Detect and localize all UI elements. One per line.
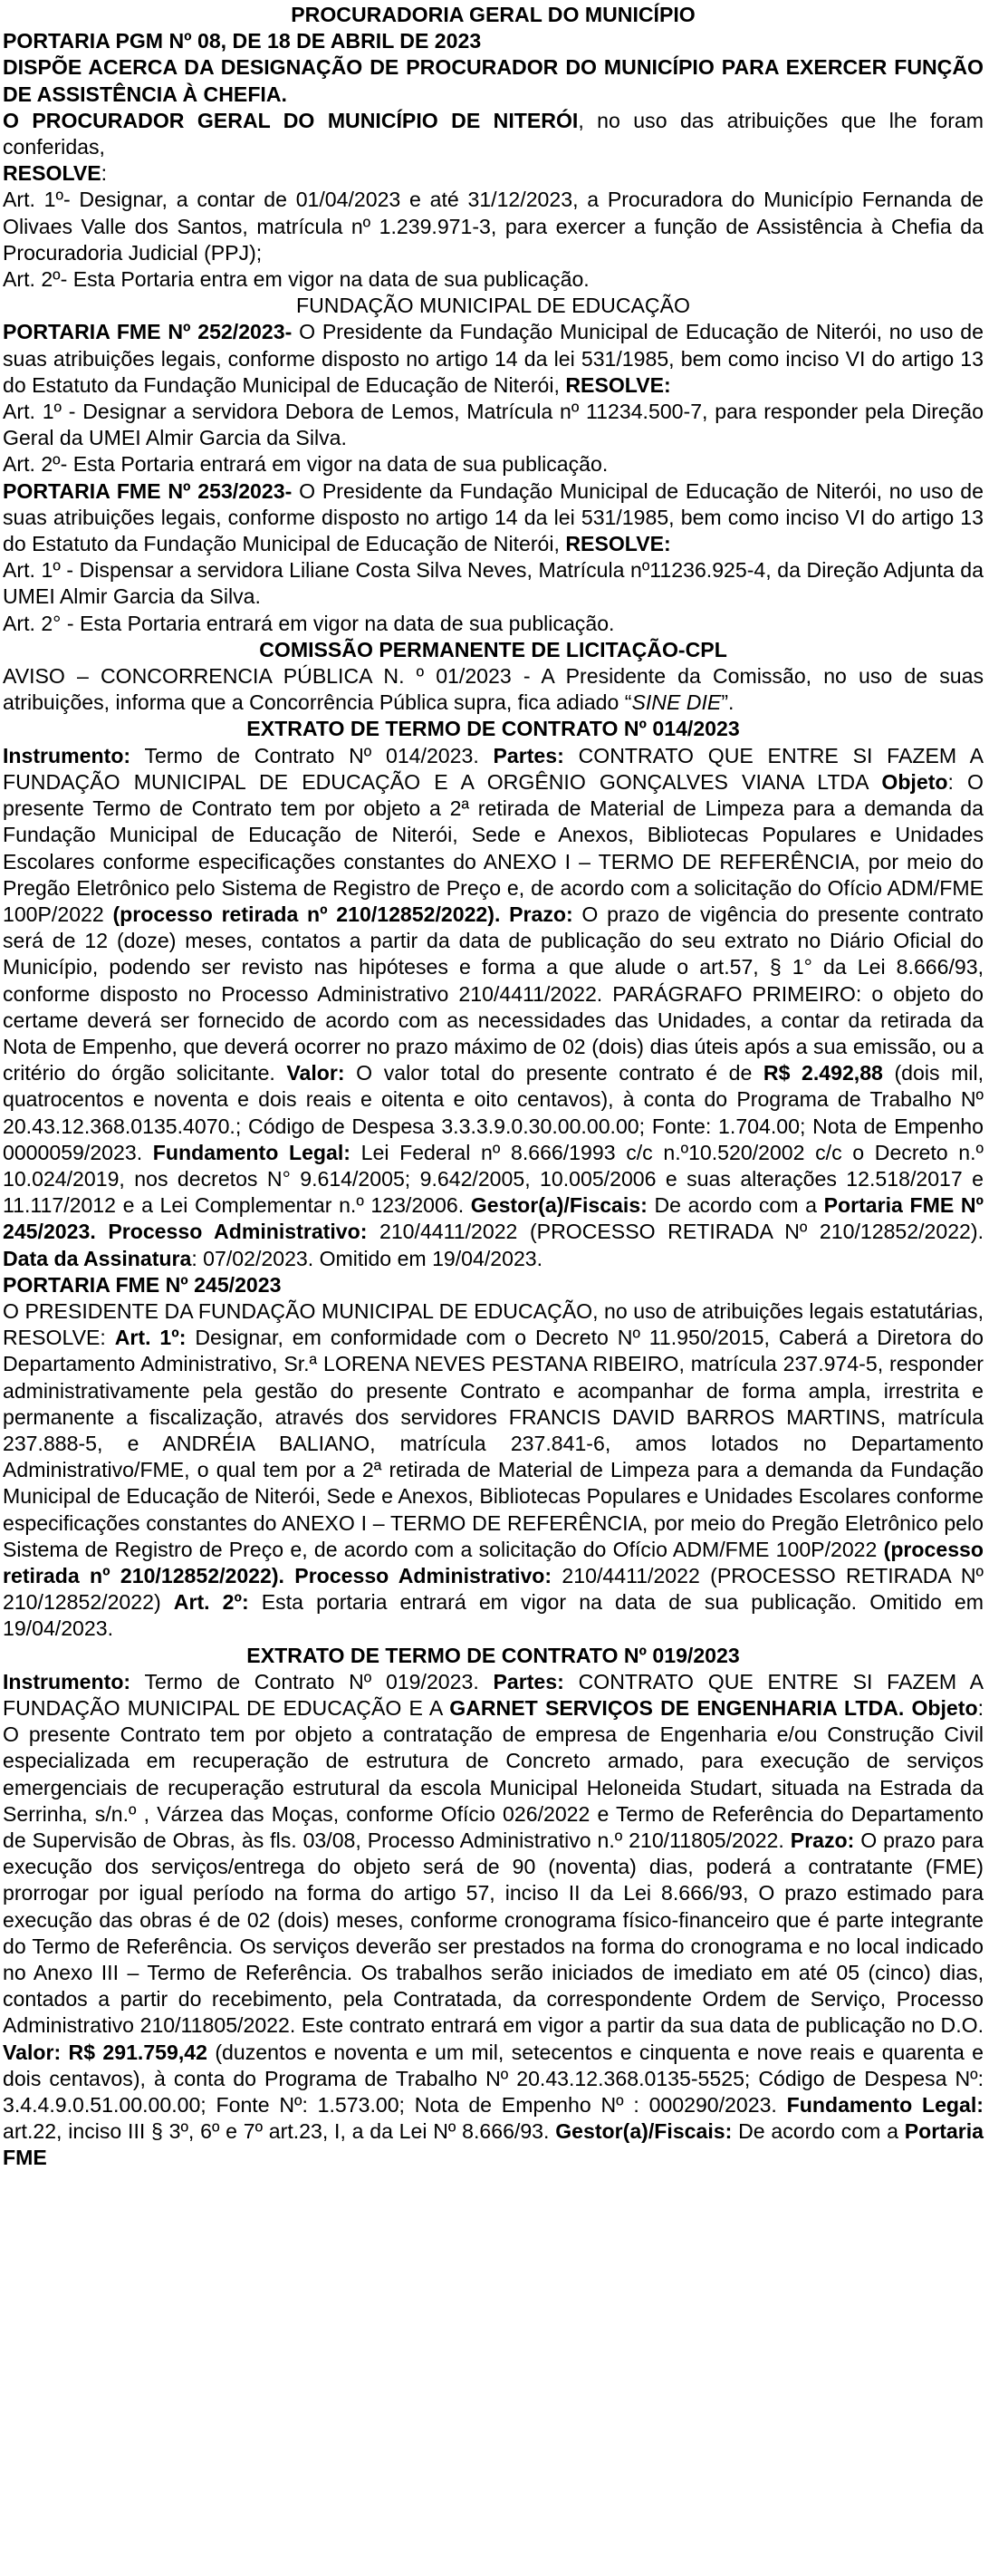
portaria-fme-253-art2: Art. 2° - Esta Portaria entrará em vigor na data de sua publicação. <box>3 611 615 635</box>
extrato-019-heading: EXTRATO DE TERMO DE CONTRATO Nº 019/2023 <box>246 1643 740 1667</box>
portaria-pgm-ementa: DISPÕE ACERCA DA DESIGNAÇÃO DE PROCURADOR DO MUNICÍPIO PARA EXERCER FUNÇÃO DE ASSISTÊNCIA À CHEFIA. <box>3 55 984 106</box>
extrato-014-heading: EXTRATO DE TERMO DE CONTRATO Nº 014/2023 <box>246 717 740 741</box>
portaria-fme-252: PORTARIA FME Nº 252/2023- O Presidente da Fundação Municipal de Educação de Niterói, no uso de suas atribuições legais, conforme disposto no artigo 14 da lei 531/1985, bem como inciso VI do artigo 13 do Estatuto da Fundação Municipal de Educação de Niterói, RESOLVE: <box>3 320 984 397</box>
portaria-fme-252-art2: Art. 2º- Esta Portaria entrará em vigor na data de sua publicação. <box>3 452 609 477</box>
portaria-pgm-authority: O PROCURADOR GERAL DO MUNICÍPIO DE NITERÓI, no uso das atribuições que lhe foram conferidas, <box>3 108 984 159</box>
extrato-014-body: Instrumento: Termo de Contrato Nº 014/2023. Partes: CONTRATO QUE ENTRE SI FAZEM A FUNDAÇÃO MUNICIPAL DE EDUCAÇÃO E A ORGÊNIO GONÇALVES VIANA LTDA Objeto: O presente Termo de Contrato tem por objeto a 2ª retirada de Material de Limpeza para a demanda da Fundação Municipal de Educação de Niterói, Sede e Anexos, Bibliotecas Populares e Unidades Escolares conforme especificações constantes do ANEXO I – TERMO DE REFERÊNCIA, por meio do Pregão Eletrônico pelo Sistema de Registro de Preço e, de acordo com a solicitação do Ofício ADM/FME 100P/2022 (processo retirada nº 210/12852/2022). Prazo: O prazo de vigência do presente contrato será de 12 (doze) meses, contatos a partir da data de publicação do seu extrato no Diário Oficial do Município, podendo ser revisto nas hipóteses e forma a que alude o art.57, § 1° da Lei 8.666/93, conforme disposto no Processo Administrativo 210/4411/2022. PARÁGRAFO PRIMEIRO: o objeto do certame deverá ser fornecido de acordo com as necessidades das Unidades, a contar da retirada da Nota de Empenho, que deverá ocorrer no prazo máximo de 02 (dois) dias úteis após a sua emissão, ou a critério do órgão solicitante. Valor: O valor total do presente contrato é de R$ 2.492,88 (dois mil, quatrocentos e noventa e dois reais e oitenta e oito centavos), à conta do Programa de Trabalho Nº 20.43.12.368.0135.4070.; Código de Despesa 3.3.3.9.0.30.00.00.00; Fonte: 1.704.00; Nota de Empenho 0000059/2023. Fundamento Legal: Lei Federal nº 8.666/1993 c/c n.º10.520/2002 c/c o Decreto n.º 10.024/2019, nos decretos N° 9.614/2005; 9.642/2005, 10.005/2006 e suas alterações 12.518/2017 e 11.117/2012 e a Lei Complementar n.º 123/2006. Gestor(a)/Fiscais: De acordo com a Portaria FME Nº 245/2023. Processo Administrativo: 210/4411/2022 (PROCESSO RETIRADA Nº 210/12852/2022). Data da Assinatura: 07/02/2023. Omitido em 19/04/2023. <box>3 743 984 1270</box>
portaria-pgm-art1: Art. 1º- Designar, a contar de 01/04/2023 e até 31/12/2023, a Procuradora do Município Fernanda de Olivaes Valle dos Santos, matrícula nº 1.239.971-3, para exercer a função de Assistência à Chefia da Procuradoria Judicial (PPJ); <box>3 188 984 265</box>
section-heading-cpl: COMISSÃO PERMANENTE DE LICITAÇÃO-CPL <box>259 637 727 661</box>
portaria-fme-253: PORTARIA FME Nº 253/2023- O Presidente da Fundação Municipal de Educação de Niterói, no uso de suas atribuições legais, conforme disposto no artigo 14 da lei 531/1985, bem como inciso VI do artigo 13 do Estatuto da Fundação Municipal de Educação de Niterói, RESOLVE: <box>3 478 984 556</box>
extrato-019-body: Instrumento: Termo de Contrato Nº 019/2023. Partes: CONTRATO QUE ENTRE SI FAZEM A FUNDAÇÃO MUNICIPAL DE EDUCAÇÃO E A GARNET SERVIÇOS DE ENGENHARIA LTDA. Objeto: O presente Contrato tem por objeto a contratação de empresa de Engenharia e/ou Construção Civil especializada em recuperação de estrutura de Concreto armado, para execução de serviços emergenciais de recuperação estrutural da escola Municipal Heloneida Studart, situada na Estrada da Serrinha, s/n.º , Várzea das Moças, conforme Ofício 026/2022 e Termo de Referência do Departamento de Supervisão de Obras, às fls. 03/08, Processo Administrativo n.º 210/11805/2022. Prazo: O prazo para execução dos serviços/entrega do objeto será de 90 (noventa) dias, poderá a contratante (FME) prorrogar por igual período na forma do artigo 57, inciso II da Lei 8.666/93, O prazo estimado para execução das obras é de 02 (dois) meses, conforme cronograma físico-financeiro que é parte integrante do Termo de Referência. Os serviços deverão ser prestados na forma do cronograma e no local indicado no Anexo III – Termo de Referência. Os trabalhos serão iniciados de imediato em até 05 (cinco) dias, contados a partir do recebimento, pela Contratada, da correspondente Ordem de Serviço, Processo Administrativo 210/11805/2022. Este contrato entrará em vigor a partir da sua data de publicação no D.O. Valor: R$ 291.759,42 (duzentos e noventa e um mil, setecentos e cinquenta e nove reais e quarenta e dois centavos), à conta do Programa de Trabalho Nº 20.43.12.368.0135-5525; Código de Despesa Nº: 3.4.4.9.0.51.00.00.00; Fonte Nº: 1.573.00; Nota de Empenho Nº : 000290/2023. Fundamento Legal: art.22, inciso III § 3º, 6º e 7º art.23, I, a da Lei Nº 8.666/93. Gestor(a)/Fiscais: De acordo com a Portaria FME <box>3 1669 984 2170</box>
portaria-pgm-resolve: RESOLVE: <box>3 161 108 186</box>
aviso-concorrencia: AVISO – CONCORRENCIA PÚBLICA N. º 01/2023 - A Presidente da Comissão, no uso de suas atribuições, informa que a Concorrência Pública supra, fica adiado “SINE DIE”. <box>3 664 984 715</box>
portaria-fme-253-art1: Art. 1º - Dispensar a servidora Liliane Costa Silva Neves, Matrícula nº11236.925-4, da Direção Adjunta da UMEI Almir Garcia da Silva. <box>3 558 984 609</box>
section-heading-fme: FUNDAÇÃO MUNICIPAL DE EDUCAÇÃO <box>296 294 690 318</box>
portaria-fme-252-art1: Art. 1º - Designar a servidora Debora de Lemos, Matrícula nº 11234.500-7, para responder pela Direção Geral da UMEI Almir Garcia da Silva. <box>3 400 984 450</box>
portaria-pgm-title: PORTARIA PGM Nº 08, DE 18 DE ABRIL DE 2023 <box>3 29 482 53</box>
section-heading-pgm: PROCURADORIA GERAL DO MUNICÍPIO <box>291 3 696 26</box>
portaria-fme-245-body: O PRESIDENTE DA FUNDAÇÃO MUNICIPAL DE EDUCAÇÃO, no uso de atribuições legais estatutárias, RESOLVE: Art. 1º: Designar, em conformidade com o Decreto Nº 11.950/2015, Caberá a Diretora do Departamento Administrativo, Sr.ª LORENA NEVES PESTANA RIBEIRO, matrícula 237.974-5, responder administrativamente pela gestão do presente Contrato e acompanhar de forma ampla, irrestrita e permanente a fiscalização, através dos servidores FRANCIS DAVID BARROS MARTINS, matrícula 237.888-5, e ANDRÉIA BALIANO, matrícula 237.841-6, amos lotados no Departamento Administrativo/FME, o qual tem por a 2ª retirada de Material de Limpeza para a demanda da Fundação Municipal de Educação de Niterói, Sede e Anexos, Bibliotecas Populares e Unidades Escolares conforme especificações constantes do ANEXO I – TERMO DE REFERÊNCIA, por meio do Pregão Eletrônico pelo Sistema de Registro de Preço e, de acordo com a solicitação do Ofício ADM/FME 100P/2022 (processo retirada nº 210/12852/2022). Processo Administrativo: 210/4411/2022 (PROCESSO RETIRADA Nº 210/12852/2022) Art. 2º: Esta portaria entrará em vigor na data de sua publicação. Omitido em 19/04/2023. <box>3 1298 984 1641</box>
portaria-fme-245-title: PORTARIA FME Nº 245/2023 <box>3 1272 282 1297</box>
portaria-pgm-art2: Art. 2º- Esta Portaria entra em vigor na data de sua publicação. <box>3 267 590 292</box>
